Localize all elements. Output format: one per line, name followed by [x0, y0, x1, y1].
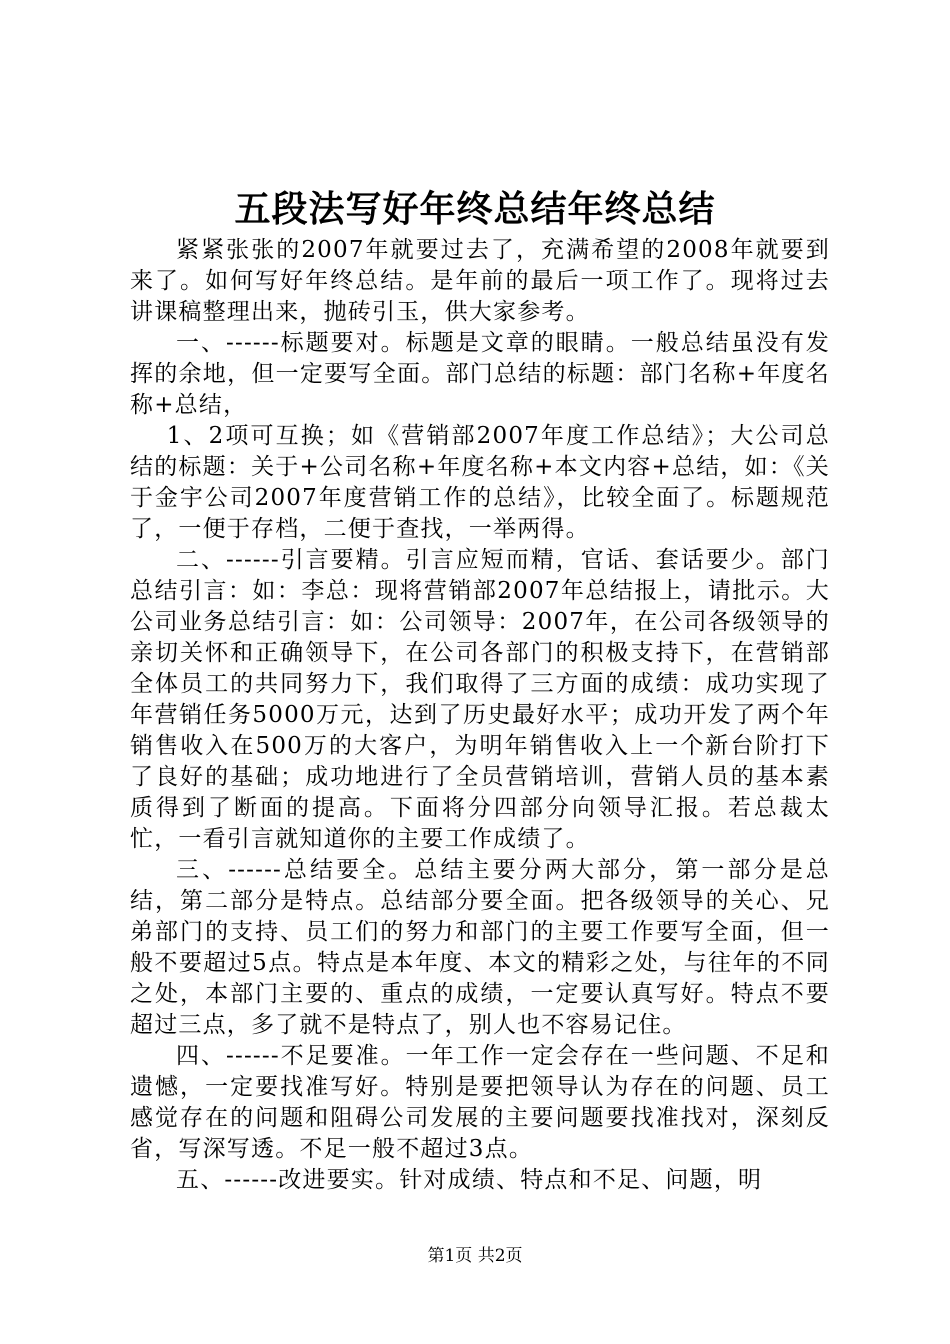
- paragraph-section-5: 五、------改进要实。针对成绩、特点和不足、问题，明: [176, 1167, 763, 1193]
- document-body: [130, 235, 830, 1196]
- page-footer: 第1页 共2页: [427, 1246, 523, 1266]
- paragraph-intro: 紧紧张张的2007年就要过去了，充满希望的2008年就要到来了。如何写好年终总结。是年前的最后一项工作了。现将过去讲课稿整理出来，抛砖引玉，供大家参考。: [130, 237, 830, 325]
- paragraph-section-1-continued: 1、2项可互换；如《营销部2007年度工作总结》；大公司总结的标题：关于+公司名称+年度名称+本文内容+总结，如：《关于金宇公司2007年度营销工作的总结》，比较全面了。标题规范了，一便于存档，二便于查找，一举两得。: [130, 423, 830, 542]
- document-title: 五段法写好年终总结年终总结: [234, 188, 716, 230]
- paragraph-section-2: 二、------引言要精。引言应短而精，官话、套话要少。部门总结引言：如：李总：现将营销部2007年总结报上，请批示。大公司业务总结引言：如：公司领导：2007年，在公司各级领导的亲切关怀和正确领导下，在公司各部门的积极支持下，在营销部全体员工的共同努力下，我们取得了三方面的成绩：成功实现了年营销任务5000万元，达到了历史最好水平；成功开发了两个年销售收入在500万的大客户，为明年销售收入上一个新台阶打下了良好的基础；成功地进行了全员营销培训，营销人员的基本素质得到了断面的提高。下面将分四部分向领导汇报。若总裁太忙，一看引言就知道你的主要工作成绩了。: [130, 547, 830, 852]
- paragraph-section-3: 三、------总结要全。总结主要分两大部分，第一部分是总结，第二部分是特点。总结部分要全面。把各级领导的关心、兄弟部门的支持、员工们的努力和部门的主要工作要写全面，但一般不要超过5点。特点是本年度、本文的精彩之处，与往年的不同之处，本部门主要的、重点的成绩，一定要认真写好。特点不要超过三点，多了就不是特点了，别人也不容易记住。: [130, 857, 830, 1038]
- paragraph-section-4: 四、------不足要准。一年工作一定会存在一些问题、不足和遗憾，一定要找准写好。特别是要把领导认为存在的问题、员工感觉存在的问题和阻碍公司发展的主要问题要找准找对，深刻反省，写深写透。不足一般不超过3点。: [130, 1043, 830, 1162]
- paragraph-section-1: 一、------标题要对。标题是文章的眼睛。一般总结虽没有发挥的余地，但一定要写全面。部门总结的标题：部门名称+年度名称+总结，: [130, 330, 830, 418]
